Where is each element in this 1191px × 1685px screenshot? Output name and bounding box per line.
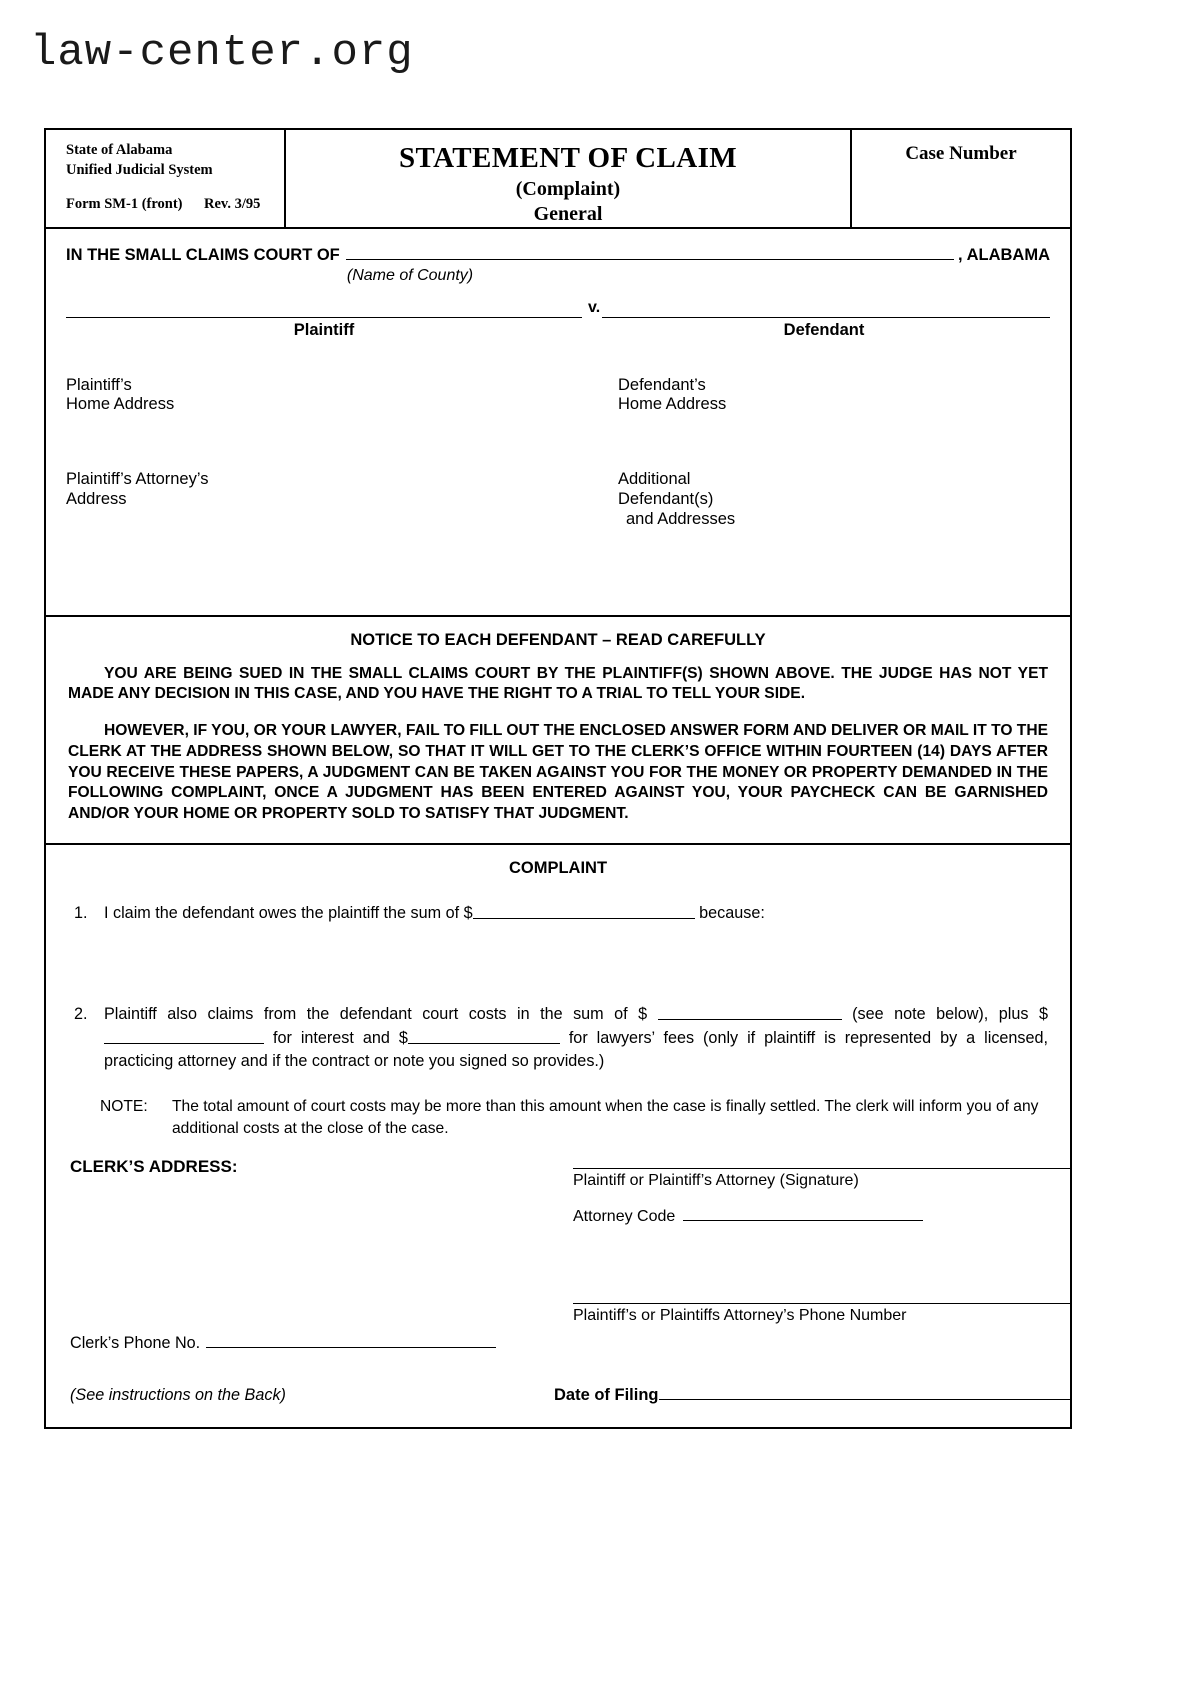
case-number-label: Case Number [905, 143, 1017, 164]
footer-section [68, 1157, 1048, 1407]
notice-paragraph-2: HOWEVER, IF YOU, OR YOUR LAWYER, FAIL TO FILL OUT THE ENCLOSED ANSWER FORM AND DELIVER OR MAIL IT TO THE CLERK AT THE ADDRESS SHOWN BELOW, SO THAT IT WILL GET TO THE CLERK’S OFFICE WITHIN FOURTEEN (14) DAYS AFTER YOU RECEIVE THESE PAPERS, A JUDGMENT CAN BE TAKEN AGAINST YOU FOR THE MONEY OR PROPERTY DEMANDED IN THE FOLLOWING COMPLAINT, ONCE A JUDGMENT HAS BEEN ENTERED AGAINST YOU, YOUR PAYCHECK CAN BE GARNISHED AND/OR YOUR HOME OR PROPERTY SOLD TO SATISFY THAT JUDGMENT. [68, 722, 1048, 823]
notice-heading: NOTICE TO EACH DEFENDANT – READ CAREFULLY [350, 630, 766, 649]
form-title: STATEMENT OF CLAIM [398, 142, 738, 174]
signature-caption: Plaintiff or Plaintiff’s Attorney (Signature) [573, 1171, 859, 1189]
attorney-code-row [573, 1206, 1070, 1226]
back-instructions-note: (See instructions on the Back) [70, 1385, 286, 1404]
notice-section [46, 617, 1070, 845]
complaint-item-2 [68, 1003, 1048, 1073]
additional-defendants-label-line2: Defendant(s) [618, 490, 714, 509]
plaintiff-name-input[interactable] [66, 300, 582, 318]
complaint-item-2-body [104, 1003, 1048, 1073]
parties-section [46, 229, 1070, 617]
defendant-home-address-label-line1: Defendant’s [618, 375, 706, 394]
case-number-cell[interactable] [852, 130, 1070, 227]
party-role-labels [66, 321, 1050, 340]
date-of-filing-label: Date of Filing [554, 1385, 659, 1404]
court-prefix-label: IN THE SMALL CLAIMS COURT OF [66, 245, 340, 264]
defendant-home-address-field[interactable] [618, 376, 1050, 416]
additional-defendants-label-line1: Additional [618, 470, 691, 489]
court-county-line [66, 245, 1050, 265]
attorney-phone-input[interactable] [573, 1282, 1070, 1304]
plaintiff-attorney-address-label-line1: Plaintiff’s Attorney’s [66, 470, 209, 489]
court-costs-input[interactable] [658, 1005, 842, 1020]
signature-block [573, 1147, 1070, 1325]
clerk-address-label: CLERK’S ADDRESS: [70, 1156, 238, 1176]
additional-defendants-label-line3: and Addresses [626, 509, 736, 528]
defendant-label: Defendant [783, 320, 865, 339]
complaint-item-1 [68, 902, 1048, 925]
form-number: Form SM-1 (front) [66, 196, 183, 212]
date-of-filing-input[interactable] [659, 1385, 1071, 1400]
form-subtitle: (Complaint) [515, 177, 621, 200]
court-costs-prefix: Plaintiff also claims from the defendant court costs in the sum of $ [104, 1005, 648, 1024]
party-name-lines [66, 299, 1050, 318]
court-costs-note-ref: (see note below), plus $ [852, 1005, 1048, 1024]
plaintiff-label: Plaintiff [293, 320, 355, 339]
plaintiff-home-address-label-line1: Plaintiff’s [66, 375, 132, 394]
complaint-heading: COMPLAINT [508, 858, 608, 877]
interest-amount-input[interactable] [104, 1029, 264, 1044]
complaint-item-1-number: 1. [74, 903, 88, 922]
claim-amount-suffix: because: [699, 903, 765, 922]
additional-defendants-field[interactable] [618, 470, 1050, 529]
interest-label: for interest and $ [272, 1028, 408, 1047]
form-header [46, 130, 1070, 229]
header-agency-block [46, 130, 286, 227]
court-suffix-label: , ALABAMA [958, 245, 1050, 264]
plaintiff-home-address-field[interactable] [66, 376, 618, 416]
complaint-item-1-body [104, 902, 1048, 925]
notice-paragraph-1: YOU ARE BEING SUED IN THE SMALL CLAIMS COURT BY THE PLAINTIFF(S) SHOWN ABOVE. THE JUDGE HAS NOT YET MADE ANY DECISION IN THIS CASE, AND YOU HAVE THE RIGHT TO A TRIAL TO TELL YOUR SIDE. [68, 664, 1048, 703]
defendant-name-input[interactable] [602, 300, 1050, 318]
complaint-section [46, 845, 1070, 1427]
versus-label: v. [588, 298, 601, 316]
attorney-code-input[interactable] [683, 1206, 923, 1221]
county-hint: (Name of County) [346, 266, 474, 284]
complaint-item-2-number: 2. [74, 1005, 88, 1024]
form-revision: Rev. 3/95 [204, 196, 261, 212]
claim-amount-prefix: I claim the defendant owes the plaintiff the sum of $ [104, 903, 473, 922]
header-title-block [286, 130, 852, 227]
state-name: State of Alabama [66, 142, 173, 158]
court-costs-note [68, 1096, 1048, 1141]
date-of-filing-row [554, 1385, 1070, 1405]
form-subtitle-secondary: General [533, 202, 603, 225]
note-label: NOTE: [100, 1097, 148, 1115]
attorney-phone-caption: Plaintiff’s or Plaintiffs Attorney’s Phone Number [573, 1306, 907, 1324]
home-address-row [66, 376, 1050, 416]
claim-amount-input[interactable] [473, 904, 695, 919]
lawyers-fees-input[interactable] [408, 1029, 560, 1044]
site-watermark: law-center.org [30, 28, 414, 78]
plaintiff-attorney-address-field[interactable] [66, 470, 618, 529]
plaintiff-home-address-label-line2: Home Address [66, 395, 175, 414]
statement-of-claim-form [44, 128, 1072, 1429]
judicial-system-name: Unified Judicial System [66, 162, 213, 178]
clerk-phone-row [70, 1333, 496, 1353]
form-bottom-row [70, 1385, 1070, 1405]
attorney-code-label: Attorney Code [573, 1207, 676, 1225]
clerk-phone-input[interactable] [206, 1333, 496, 1348]
clerk-phone-label: Clerk’s Phone No. [70, 1333, 201, 1352]
defendant-home-address-label-line2: Home Address [618, 395, 727, 414]
attorney-address-row [66, 470, 1050, 529]
lawyers-fees-condition: for lawyers’ fees (only if plaintiff is represented by a licensed, practicing attorney and if the contract or note you signed so provides.) [104, 1028, 1049, 1071]
signature-input[interactable] [573, 1147, 1070, 1169]
county-input[interactable] [346, 245, 954, 260]
note-text: The total amount of court costs may be more than this amount when the case is finally settled. The clerk will inform you of any additional costs at the close of the case. [172, 1097, 1039, 1138]
plaintiff-attorney-address-label-line2: Address [66, 490, 127, 509]
